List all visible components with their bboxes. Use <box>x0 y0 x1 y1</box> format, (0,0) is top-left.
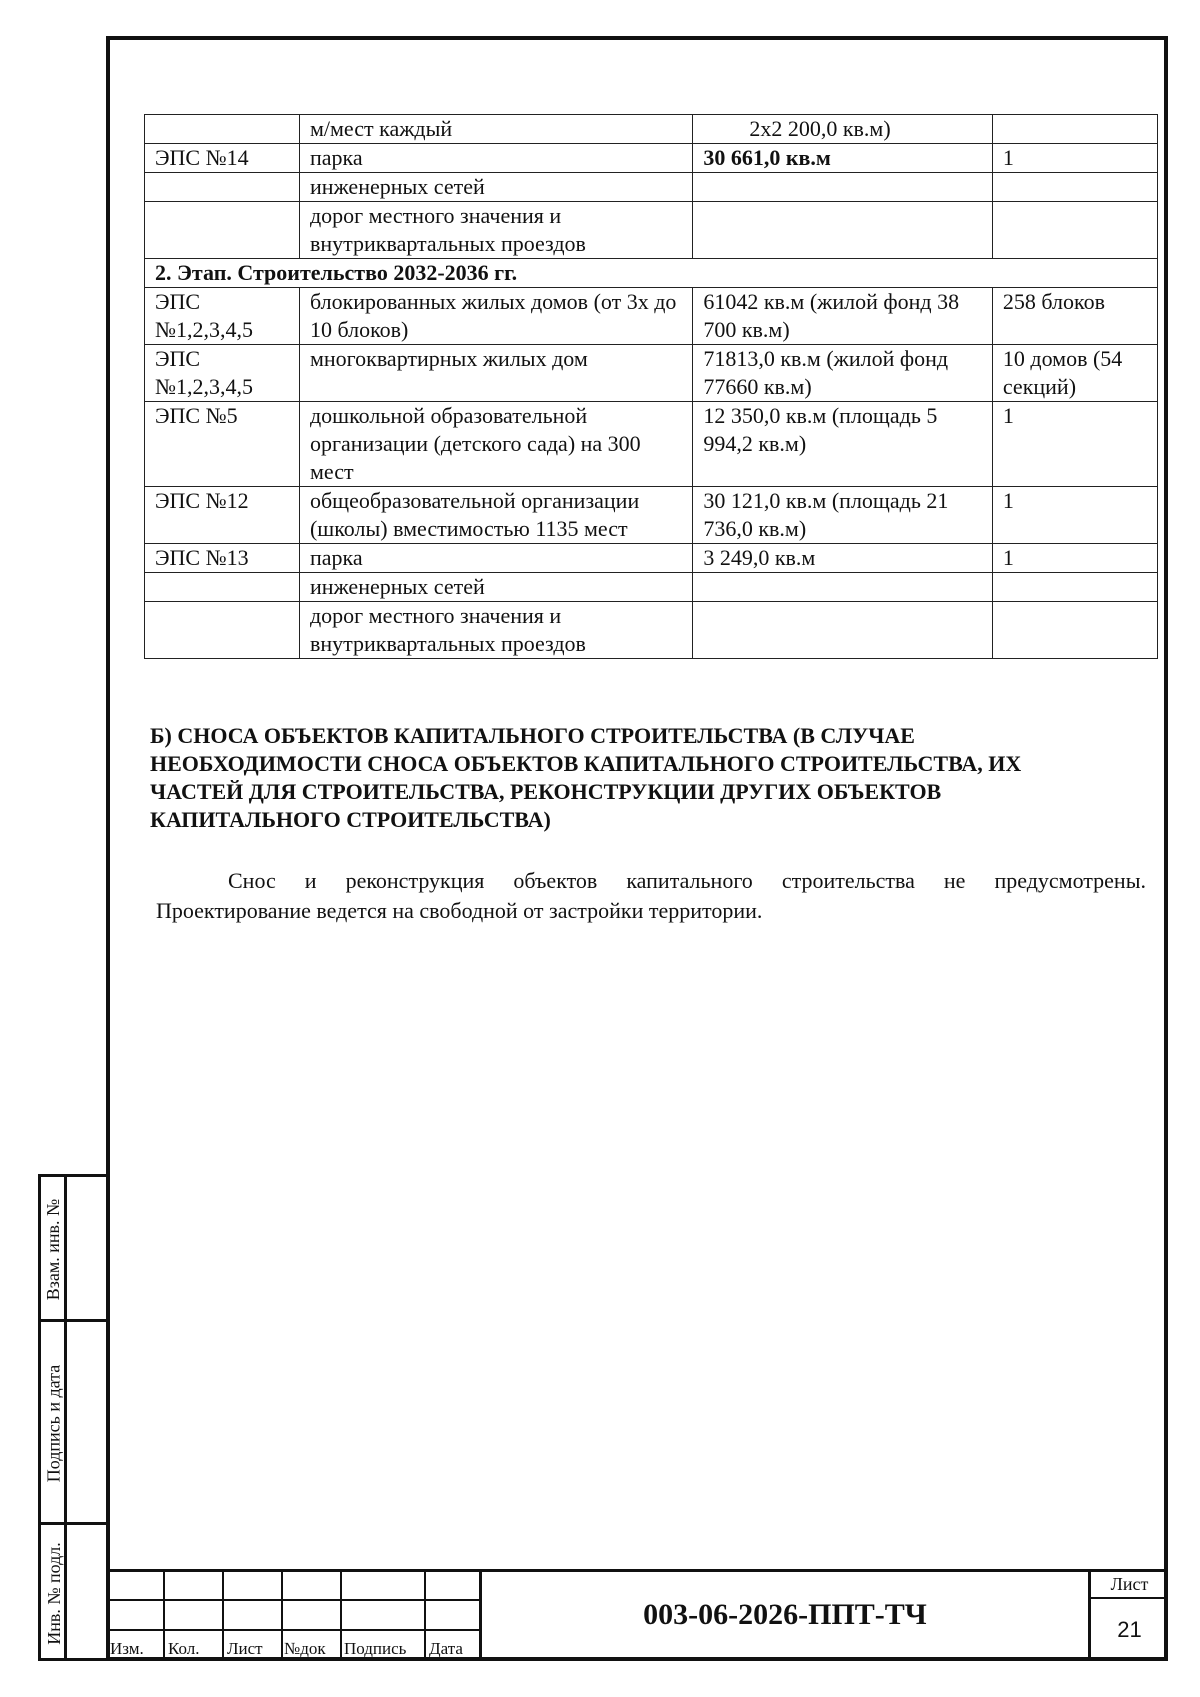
table-cell-count: 1 <box>992 144 1157 173</box>
construction-table <box>144 114 1158 659</box>
heading-line: НЕОБХОДИМОСТИ СНОСА ОБЪЕКТОВ КАПИТАЛЬНОГО СТРОИТЕЛЬСТВА, ИХ <box>150 751 1022 776</box>
grid-divider <box>340 1569 342 1661</box>
table-cell-description: блокированных жилых домов (от 3х до 10 блоков) <box>299 288 692 345</box>
sheet-number: 21 <box>1117 1617 1142 1642</box>
table-cell-count: 258 блоков <box>992 288 1157 345</box>
stage-title: 2. Этап. Строительство 2032-2036 гг. <box>145 259 1158 288</box>
column-label: Подпись <box>344 1639 407 1658</box>
paragraph-line: Снос и реконструкция объектов капитального строительства не предусмотрены. <box>228 868 1146 893</box>
side-label-replace-inv: Взам. инв. № <box>43 1198 64 1301</box>
table-cell-area: 2х2 200,0 кв.м) <box>693 115 993 144</box>
table-cell-count: 1 <box>992 544 1157 573</box>
table-cell-area <box>693 573 993 602</box>
table-cell-object: ЭПС №1,2,3,4,5 <box>145 345 300 402</box>
table-row <box>145 573 1158 602</box>
table-cell-object: ЭПС №5 <box>145 402 300 487</box>
table-cell-description: м/мест каждый <box>299 115 692 144</box>
table-row <box>145 173 1158 202</box>
table-cell-description: дорог местного значения и внутриквартальных проездов <box>299 202 692 259</box>
table-cell-area <box>693 602 993 659</box>
table-row <box>145 602 1158 659</box>
table-cell-count <box>992 573 1157 602</box>
column-label: Лист <box>227 1639 263 1658</box>
table-cell-count: 10 домов (54 секций) <box>992 345 1157 402</box>
paragraph-line: Проектирование ведется на свободной от застройки территории. <box>156 898 763 923</box>
table-cell-object <box>145 202 300 259</box>
table-cell-count <box>992 173 1157 202</box>
grid-divider <box>222 1569 224 1661</box>
table-cell-object: ЭПС №13 <box>145 544 300 573</box>
table-row <box>145 487 1158 544</box>
grid-row-divider <box>106 1629 479 1631</box>
table-cell-description: многоквартирных жилых дом <box>299 345 692 402</box>
side-label-signature-date: Подпись и дата <box>43 1364 64 1483</box>
table-cell-count: 1 <box>992 402 1157 487</box>
table-cell-object <box>145 602 300 659</box>
table-cell-object: ЭПС №1,2,3,4,5 <box>145 288 300 345</box>
table-cell-area: 30 121,0 кв.м (площадь 21 736,0 кв.м) <box>693 487 993 544</box>
revision-grid <box>106 1569 479 1661</box>
side-label-original-inv: Инв. № подл. <box>43 1541 64 1645</box>
title-block <box>106 1569 1168 1661</box>
table-cell-object: ЭПС №14 <box>145 144 300 173</box>
side-value-replace-inv <box>67 1177 106 1322</box>
table-cell-count: 1 <box>992 487 1157 544</box>
grid-divider <box>424 1569 426 1661</box>
table-cell-count <box>992 202 1157 259</box>
table-cell-description: инженерных сетей <box>299 173 692 202</box>
table-cell-area: 30 661,0 кв.м <box>693 144 993 173</box>
table-cell-description: парка <box>299 544 692 573</box>
column-label: Дата <box>429 1639 463 1658</box>
table-cell-count <box>992 602 1157 659</box>
table-row <box>145 115 1158 144</box>
table-cell-description: инженерных сетей <box>299 573 692 602</box>
table-row <box>145 144 1158 173</box>
table-cell-object: ЭПС №12 <box>145 487 300 544</box>
table-cell-description: парка <box>299 144 692 173</box>
body-paragraph <box>156 866 1146 926</box>
document-code: 003-06-2026-ППТ-ТЧ <box>479 1569 1091 1661</box>
column-label: Кол. <box>168 1639 200 1658</box>
table-row <box>145 544 1158 573</box>
table-cell-area: 71813,0 кв.м (жилой фонд 77660 кв.м) <box>693 345 993 402</box>
table-row <box>145 402 1158 487</box>
stage-header-row <box>145 259 1158 288</box>
table-cell-count <box>992 115 1157 144</box>
grid-row-divider <box>106 1599 479 1601</box>
table-cell-object <box>145 573 300 602</box>
table-cell-description: дошкольной образовательной организации (детского сада) на 300 мест <box>299 402 692 487</box>
table-cell-object <box>145 173 300 202</box>
heading-line: КАПИТАЛЬНОГО СТРОИТЕЛЬСТВА) <box>150 807 551 832</box>
column-label: №док <box>284 1639 326 1658</box>
table-cell-description: общеобразовательной организации (школы) вместимостью 1135 мест <box>299 487 692 544</box>
table-cell-area: 12 350,0 кв.м (площадь 5 994,2 кв.м) <box>693 402 993 487</box>
table-cell-area <box>693 202 993 259</box>
column-label: Изм. <box>110 1639 144 1658</box>
sheet-label: Лист <box>1091 1569 1168 1599</box>
heading-line: ЧАСТЕЙ ДЛЯ СТРОИТЕЛЬСТВА, РЕКОНСТРУКЦИИ ДРУГИХ ОБЪЕКТОВ <box>150 779 942 804</box>
side-value-signature-date <box>67 1322 106 1525</box>
table-row <box>145 288 1158 345</box>
section-heading <box>150 722 1150 834</box>
grid-divider <box>281 1569 283 1661</box>
heading-line: Б) СНОСА ОБЪЕКТОВ КАПИТАЛЬНОГО СТРОИТЕЛЬСТВА (В СЛУЧАЕ <box>150 723 915 748</box>
table-row <box>145 345 1158 402</box>
side-stamp <box>38 1174 106 1661</box>
table-cell-description: дорог местного значения и внутриквартальных проездов <box>299 602 692 659</box>
table-cell-area <box>693 173 993 202</box>
table-cell-area: 61042 кв.м (жилой фонд 38 700 кв.м) <box>693 288 993 345</box>
table-cell-area: 3 249,0 кв.м <box>693 544 993 573</box>
table-row <box>145 202 1158 259</box>
table-cell-object <box>145 115 300 144</box>
grid-divider <box>163 1569 165 1661</box>
side-stamp-value-column <box>67 1177 106 1658</box>
